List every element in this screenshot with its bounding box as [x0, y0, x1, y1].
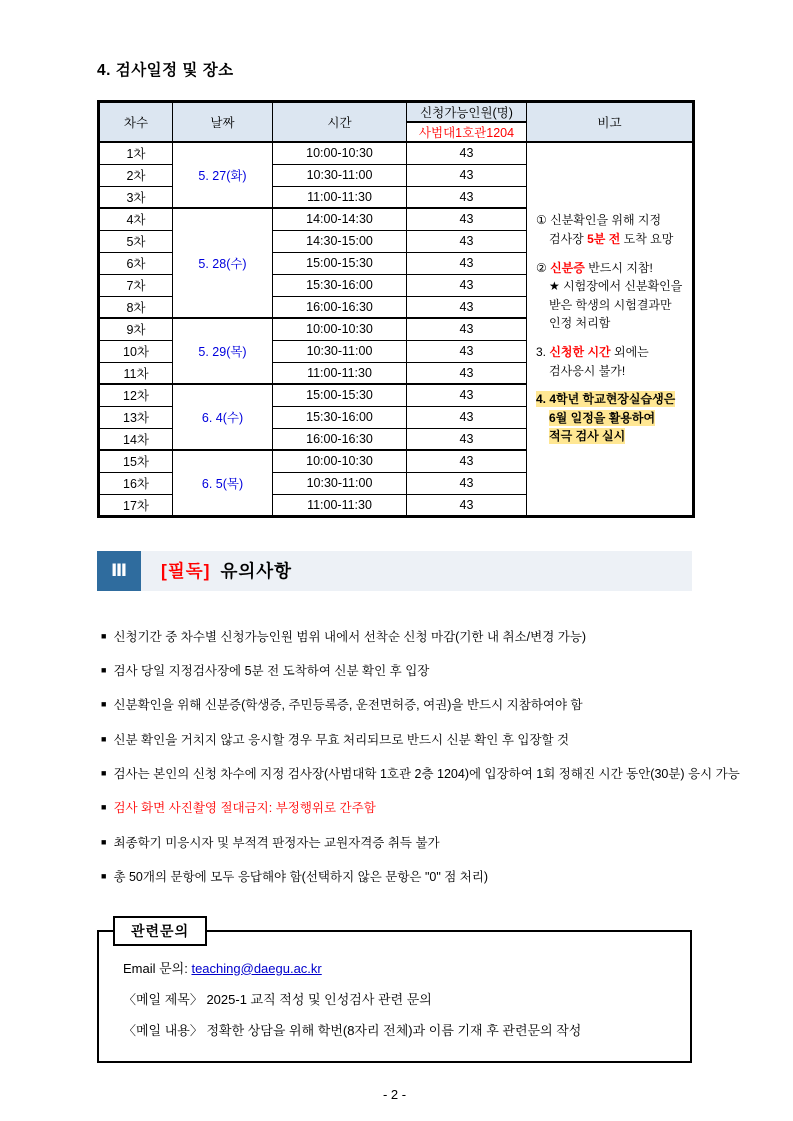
date-cell: 6. 5(목) — [173, 450, 273, 516]
date-cell: 5. 28(수) — [173, 208, 273, 318]
section-title: 유의사항 — [220, 561, 293, 581]
remark — [536, 343, 683, 380]
email-label: Email 문의: — [123, 960, 192, 976]
notice-text: 최종학기 미응시자 및 부적격 판정자는 교원자격증 취득 불가 — [113, 835, 440, 850]
bullet-square-icon: ■ — [101, 768, 107, 778]
session-cell: 5차 — [99, 230, 173, 252]
text-segment: 신분증 — [550, 260, 585, 275]
session-cell: 14차 — [99, 428, 173, 450]
text-segment: 외에는 — [610, 345, 649, 360]
col-header-location: 사범대1호관1204 — [407, 122, 527, 142]
notice-text: 검사 당일 지정검사장에 5분 전 도착하여 신분 확인 후 입장 — [113, 663, 430, 678]
notice-text: 검사 화면 사진촬영 절대금지: 부정행위로 간주함 — [113, 801, 376, 816]
remarks-cell — [527, 142, 694, 516]
col-header-time: 시간 — [273, 102, 407, 143]
contact-box-title: 관련문의 — [113, 916, 207, 946]
time-cell: 10:30-11:00 — [273, 472, 407, 494]
notice-item — [101, 662, 747, 681]
capacity-cell: 43 — [407, 428, 527, 450]
session-cell: 3차 — [99, 186, 173, 208]
notice-list — [97, 628, 747, 888]
time-cell: 10:30-11:00 — [273, 340, 407, 362]
date-cell: 6. 4(수) — [173, 384, 273, 450]
contact-box — [97, 922, 692, 1063]
time-cell: 16:00-16:30 — [273, 296, 407, 318]
text-segment: ① 신분확인을 위해 지정 — [536, 213, 662, 228]
time-cell: 10:00-10:30 — [273, 142, 407, 164]
bullet-square-icon: ■ — [101, 699, 107, 710]
capacity-cell: 43 — [407, 208, 527, 230]
bullet-square-icon: ■ — [101, 871, 107, 882]
email-link[interactable]: teaching@daegu.ac.kr — [191, 960, 322, 976]
text-segment: 적극 검사 실시 — [549, 429, 626, 444]
session-cell: 9차 — [99, 318, 173, 340]
session-cell: 7차 — [99, 274, 173, 296]
text-segment: 인정 처리함 — [549, 316, 611, 331]
notice-text: 총 50개의 문항에 모두 응답해야 함(선택하지 않은 문항은 "0" 점 처리) — [113, 870, 489, 885]
time-cell: 15:00-15:30 — [273, 252, 407, 274]
capacity-cell: 43 — [407, 230, 527, 252]
capacity-cell: 43 — [407, 340, 527, 362]
capacity-cell: 43 — [407, 362, 527, 384]
bullet-square-icon: ■ — [101, 630, 107, 641]
text-segment: ② — [536, 260, 551, 275]
notice-text: 신분확인을 위해 신분증(학생증, 주민등록증, 운전면허증, 여권)을 반드시 지참하여야 함 — [113, 698, 583, 713]
col-header-note: 비고 — [527, 102, 694, 143]
bullet-square-icon: ■ — [101, 664, 107, 675]
col-header-date: 날짜 — [173, 102, 273, 143]
must-read-tag: [필독] — [161, 561, 211, 581]
session-cell: 16차 — [99, 472, 173, 494]
session-cell: 1차 — [99, 142, 173, 164]
session-cell: 8차 — [99, 296, 173, 318]
session-cell: 12차 — [99, 384, 173, 406]
notice-item — [101, 834, 747, 853]
session-cell: 10차 — [99, 340, 173, 362]
col-header-session: 차수 — [99, 102, 173, 143]
text-segment: 6월 일정을 활용하여 — [549, 410, 656, 425]
text-segment: 4. 4학년 학교현장실습생은 — [536, 392, 676, 407]
capacity-cell: 43 — [407, 142, 527, 164]
capacity-cell: 43 — [407, 494, 527, 516]
section-heading — [161, 558, 292, 583]
text-segment: 3. — [536, 345, 550, 360]
notice-text: 신청기간 중 차수별 신청가능인원 범위 내에서 선착순 신청 마감(기한 내 취소/변경 가능) — [113, 629, 587, 644]
time-cell: 11:00-11:30 — [273, 186, 407, 208]
session-cell: 6차 — [99, 252, 173, 274]
time-cell: 11:00-11:30 — [273, 494, 407, 516]
schedule-row — [99, 142, 694, 164]
capacity-cell: 43 — [407, 164, 527, 186]
contact-line: 〈메일 제목〉 2025-1 교직 적성 및 인성검사 관련 문의 — [123, 991, 432, 1007]
text-segment: 검사장 — [549, 232, 588, 247]
time-cell: 10:00-10:30 — [273, 450, 407, 472]
contact-line: 〈메일 내용〉 정확한 상담을 위해 학번(8자리 전체)과 이름 기재 후 관련문의 작성 — [123, 1022, 582, 1038]
date-cell: 5. 27(화) — [173, 142, 273, 208]
time-cell: 11:00-11:30 — [273, 362, 407, 384]
section-numeral-badge: Ⅲ — [97, 551, 141, 591]
capacity-cell: 43 — [407, 296, 527, 318]
time-cell: 10:00-10:30 — [273, 318, 407, 340]
text-segment: ★ 시험장에서 신분확인을 — [549, 279, 683, 294]
text-segment: 검사응시 불가! — [549, 363, 626, 378]
remark — [536, 211, 683, 248]
time-cell: 15:30-16:00 — [273, 274, 407, 296]
notice-text: 검사는 본인의 신청 차수에 지정 검사장(사범대학 1호관 2층 1204)에 입장하여 1회 정해진 시간 동안(30분) 응시 가능 — [113, 767, 740, 781]
page-title: 4. 검사일정 및 장소 — [97, 62, 234, 79]
contact-email-line — [123, 958, 670, 977]
text-segment: 신청한 시간 — [549, 345, 611, 360]
time-cell: 16:00-16:30 — [273, 428, 407, 450]
date-cell: 5. 29(목) — [173, 318, 273, 384]
remark — [536, 390, 683, 446]
text-segment: 받은 학생의 시험결과만 — [549, 297, 672, 312]
text-segment: 반드시 지참! — [584, 260, 653, 275]
capacity-cell: 43 — [407, 274, 527, 296]
page-number: - 2 - — [382, 1086, 407, 1102]
schedule-table-body — [99, 142, 694, 516]
notice-item — [101, 765, 747, 784]
capacity-cell: 43 — [407, 472, 527, 494]
notice-item — [101, 696, 747, 715]
col-header-capacity: 신청가능인원(명) — [407, 102, 527, 123]
session-cell: 11차 — [99, 362, 173, 384]
capacity-cell: 43 — [407, 450, 527, 472]
session-cell: 13차 — [99, 406, 173, 428]
notice-text: 신분 확인을 거치지 않고 응시할 경우 무효 처리되므로 반드시 신분 확인 후 입장할 것 — [113, 732, 570, 747]
capacity-cell: 43 — [407, 406, 527, 428]
time-cell: 15:30-16:00 — [273, 406, 407, 428]
session-cell: 15차 — [99, 450, 173, 472]
text-segment: 도착 요망 — [620, 232, 674, 247]
schedule-table-header — [99, 102, 694, 143]
bullet-square-icon: ■ — [101, 733, 107, 744]
text-segment: 5분 전 — [587, 232, 621, 247]
schedule-table — [97, 100, 695, 518]
capacity-cell: 43 — [407, 318, 527, 340]
notice-item — [101, 799, 747, 818]
section-header-bar — [97, 551, 692, 591]
remark — [536, 259, 683, 333]
session-cell: 17차 — [99, 494, 173, 516]
session-cell: 2차 — [99, 164, 173, 186]
time-cell: 14:30-15:00 — [273, 230, 407, 252]
time-cell: 10:30-11:00 — [273, 164, 407, 186]
time-cell: 14:00-14:30 — [273, 208, 407, 230]
capacity-cell: 43 — [407, 384, 527, 406]
capacity-cell: 43 — [407, 252, 527, 274]
session-cell: 4차 — [99, 208, 173, 230]
time-cell: 15:00-15:30 — [273, 384, 407, 406]
contact-lines — [123, 989, 670, 1039]
notice-item — [101, 731, 747, 750]
bullet-square-icon: ■ — [101, 836, 107, 847]
notice-item — [101, 628, 747, 647]
bullet-square-icon: ■ — [101, 802, 107, 813]
capacity-cell: 43 — [407, 186, 527, 208]
notice-item — [101, 868, 747, 887]
